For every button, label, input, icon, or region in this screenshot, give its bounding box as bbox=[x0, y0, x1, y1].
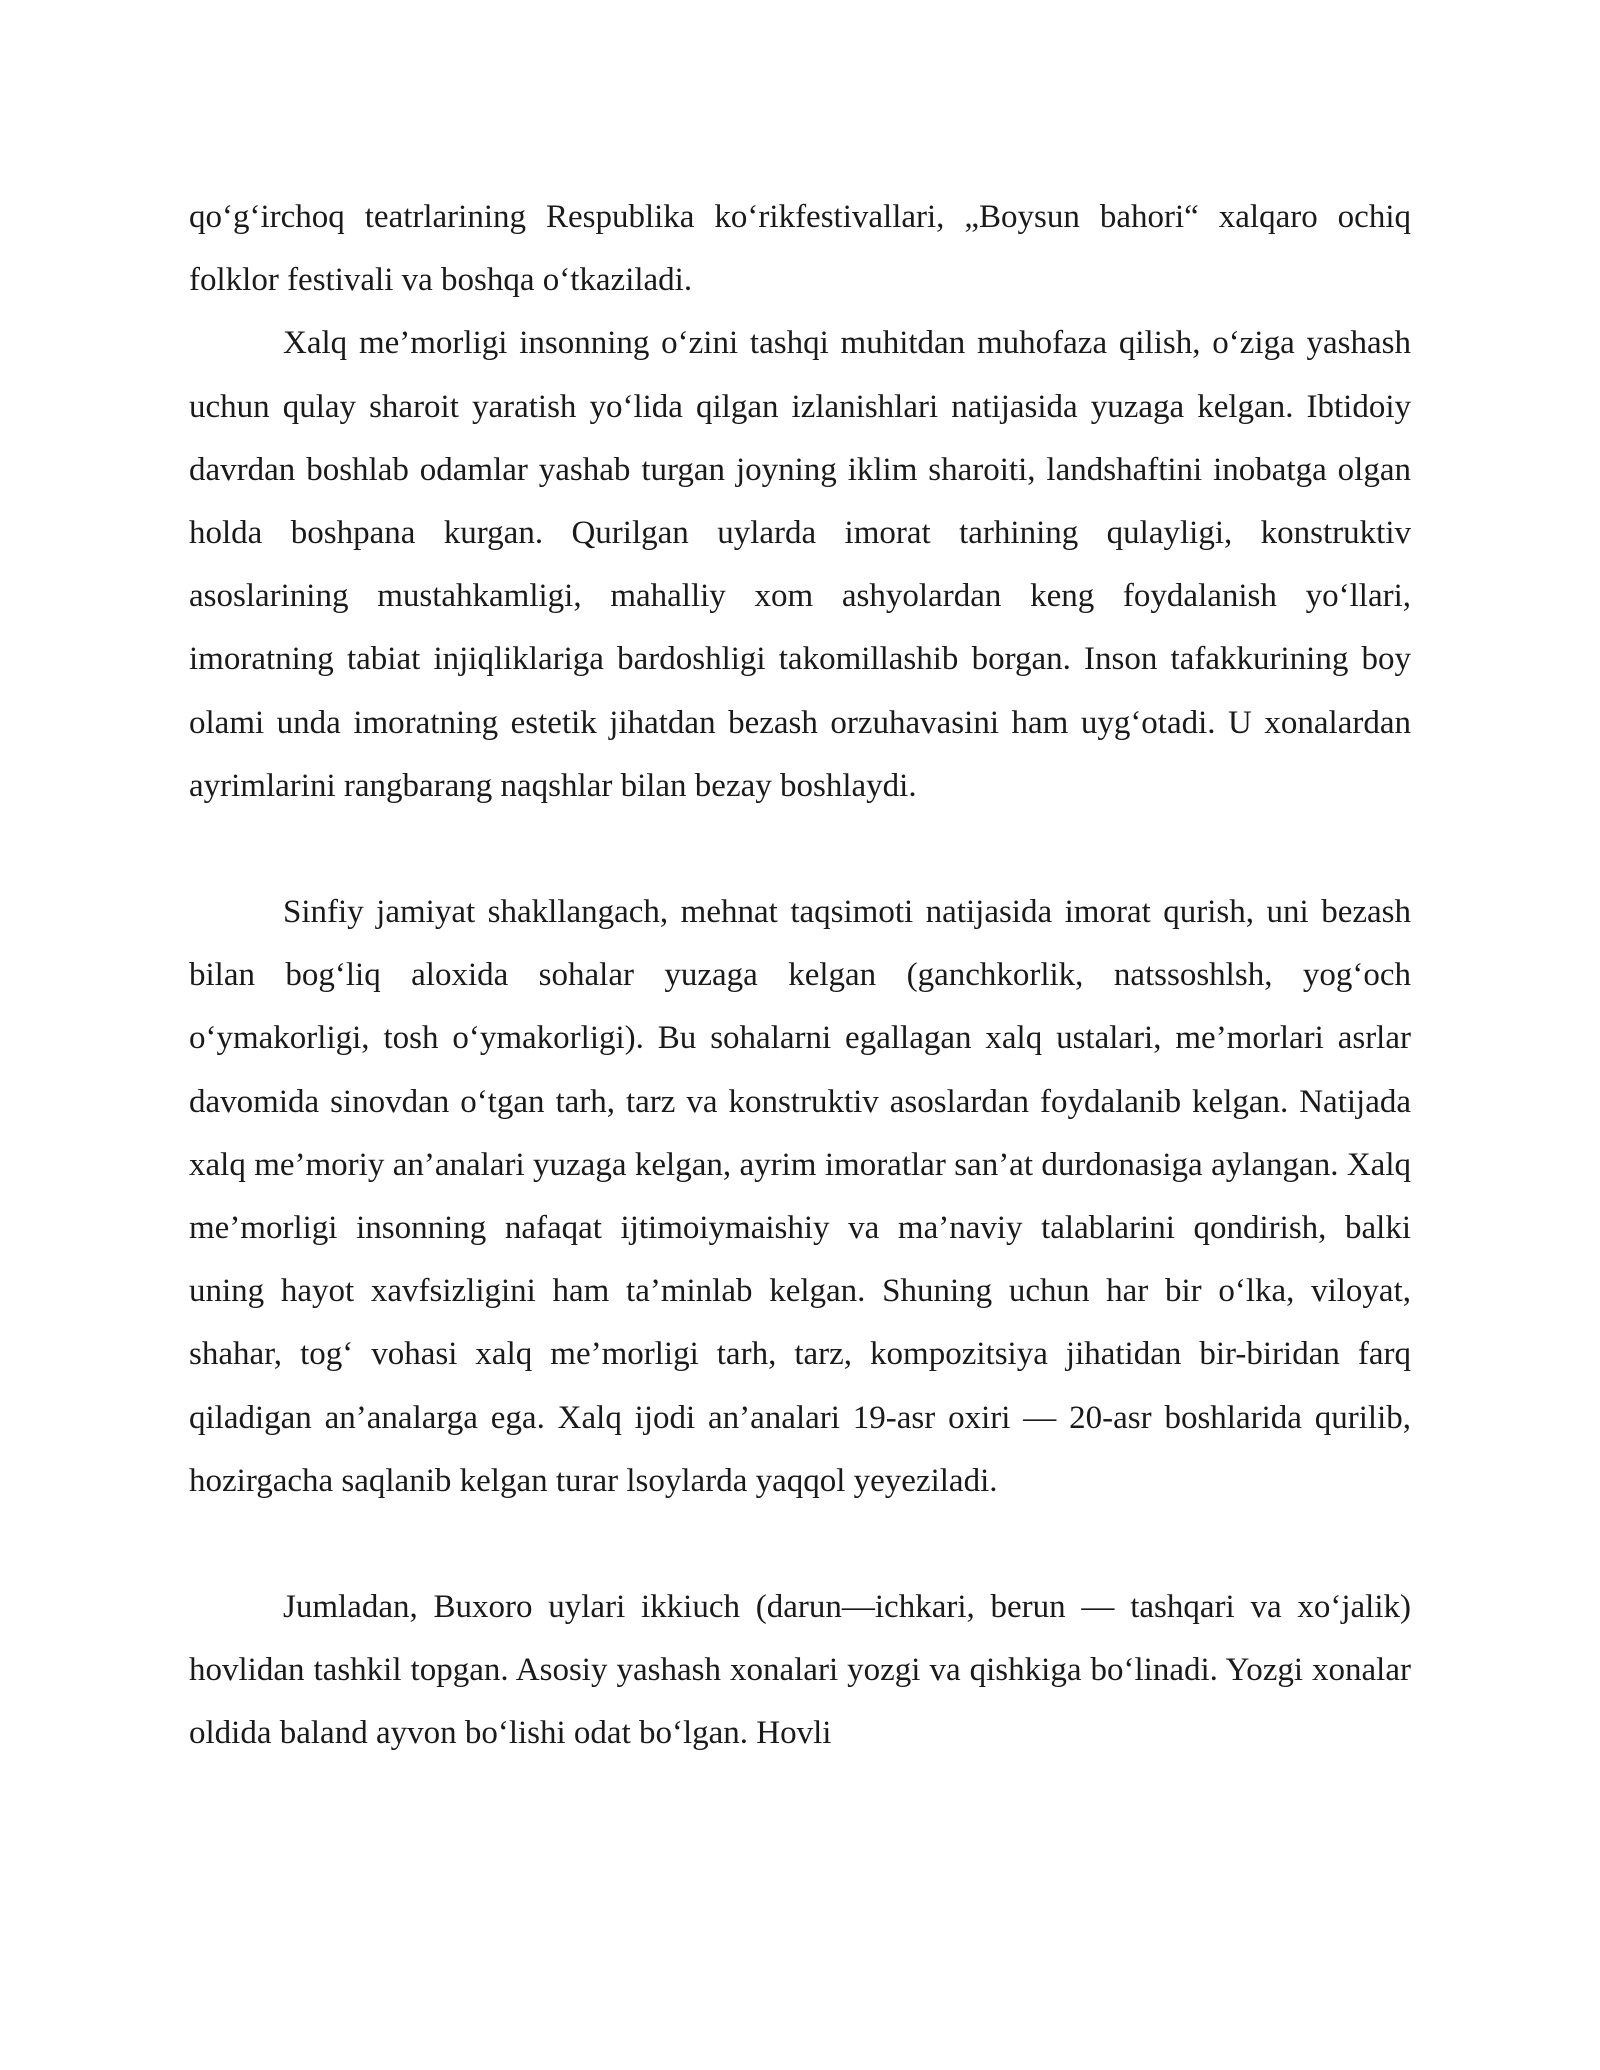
paragraph-4: Jumladan, Buxoro uylari ikkiuch (darun—ichkari, berun — tashqari va xo‘jalik) hovlidan tashkil topgan. Asosiy yashash xonalari yozgi va qishkiga bo‘linadi. Yozgi xonalar oldida baland ayvon bo‘lishi odat bo‘lgan. Hovli bbox=[189, 1589, 1411, 1752]
paragraph-3: Sinfiy jamiyat shakllangach, mehnat taqsimoti natijasida imorat qurish, uni bezash bilan bog‘liq aloxida sohalar yuzaga kelgan (ganchkorlik, natssoshlsh, yog‘och o‘ymakorligi, tosh o‘ymakorligi). Bu sohalarni egallagan xalq ustalari, me’morlari asrlar davomida sinovdan o‘tgan tarh, tarz va konstruktiv asoslardan foydalanib kelgan. Natijada xalq me’moriy an’analari yuzaga kelgan, ayrim imoratlar san’at durdonasiga aylangan. Xalq me’morligi insonning nafaqat ijtimoiymaishiy va ma’naviy talablarini qondirish, balki uning hayot xavfsizligini ham ta’minlab kelgan. Shuning uchun har bir o‘lka, viloyat, shahar, tog‘ vohasi xalq me’morligi tarh, tarz, kompozitsiya jihatidan bir-biridan farq qiladigan an’analarga ega. Xalq ijodi an’analari 19-asr oxiri — 20-asr boshlarida qurilib, hozirgacha saqlanib kelgan turar lsoylarda yaqqol yeyeziladi. bbox=[189, 894, 1411, 1499]
paragraph-2: Xalq me’morligi insonning o‘zini tashqi muhitdan muhofaza qilish, o‘ziga yashash uchun qulay sharoit yaratish yo‘lida qilgan izlanishlari natijasida yuzaga kelgan. Ibtidoiy davrdan boshlab odamlar yashab turgan joyning iklim sharoiti, landshaftini inobatga olgan holda boshpana kurgan. Qurilgan uylarda imorat tarhining qulayligi, konstruktiv asoslarining mustahkamligi, mahalliy xom ashyolardan keng foydalanish yo‘llari, imoratning tabiat injiqliklariga bardoshligi takomillashib borgan. Inson tafakkurining boy olami unda imoratning estetik jihatdan bezash orzuhavasini ham uyg‘otadi. U xonalardan ayrimlarini rangbarang naqshlar bilan bezay boshlaydi. bbox=[189, 325, 1411, 804]
document-body bbox=[189, 186, 1411, 1766]
paragraph-1: qo‘g‘irchoq teatrlarining Respublika ko‘rikfestivallari, „Boysun bahori“ xalqaro ochiq folklor festivali va boshqa o‘tkaziladi. bbox=[189, 199, 1411, 299]
